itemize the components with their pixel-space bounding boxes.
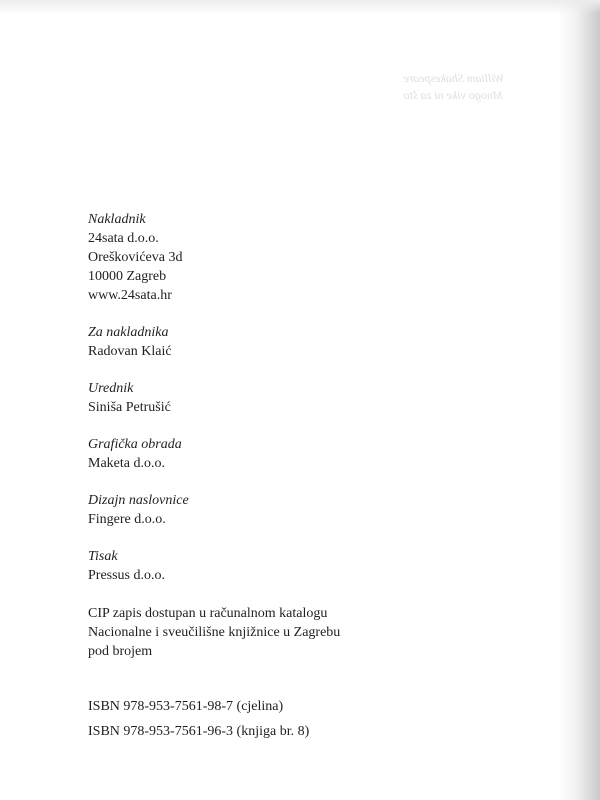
cover-design-name: Fingere d.o.o. [88,512,166,527]
publisher-section [88,210,548,305]
cip-line-3: pod brojem [88,644,153,659]
for-publisher-heading: Za nakladnika [88,325,169,340]
publisher-city: 10000 Zagreb [88,269,167,284]
graphic-design-name: Maketa d.o.o. [88,456,165,471]
publisher-name: 24sata d.o.o. [88,231,159,246]
bleed-through-text [404,70,505,104]
cover-design-heading: Dizajn naslovnice [88,493,189,508]
page-top-edge [0,0,600,14]
imprint-block [88,210,548,741]
graphic-design-heading: Grafička obrada [88,437,182,452]
cip-line-2: Nacionalne i sveučilišne knjižnice u Zagrebu [88,625,341,640]
for-publisher-name: Radovan Klaić [88,344,172,359]
bleed-through-line-1: William Shakespeare [404,71,505,85]
print-section [88,547,548,585]
print-name: Pressus d.o.o. [88,568,166,583]
editor-name: Siniša Petrušić [88,400,171,415]
cover-design-section [88,491,548,529]
print-heading: Tisak [88,549,118,564]
bleed-through-line-2: Mnogo vike ni za što [404,88,504,102]
isbn-book: ISBN 978-953-7561-96-3 (knjiga br. 8) [88,724,310,739]
publisher-street: Oreškovićeva 3d [88,250,183,265]
isbn-set: ISBN 978-953-7561-98-7 (cjelina) [88,699,284,714]
publisher-heading: Nakladnik [88,212,146,227]
cip-section [88,604,548,661]
isbn-section [88,697,548,741]
editor-heading: Urednik [88,381,134,396]
editor-section [88,379,548,417]
graphic-design-section [88,435,548,473]
cip-line-1: CIP zapis dostupan u računalnom katalogu [88,606,328,621]
for-publisher-section [88,323,548,361]
publisher-website: www.24sata.hr [88,288,172,303]
